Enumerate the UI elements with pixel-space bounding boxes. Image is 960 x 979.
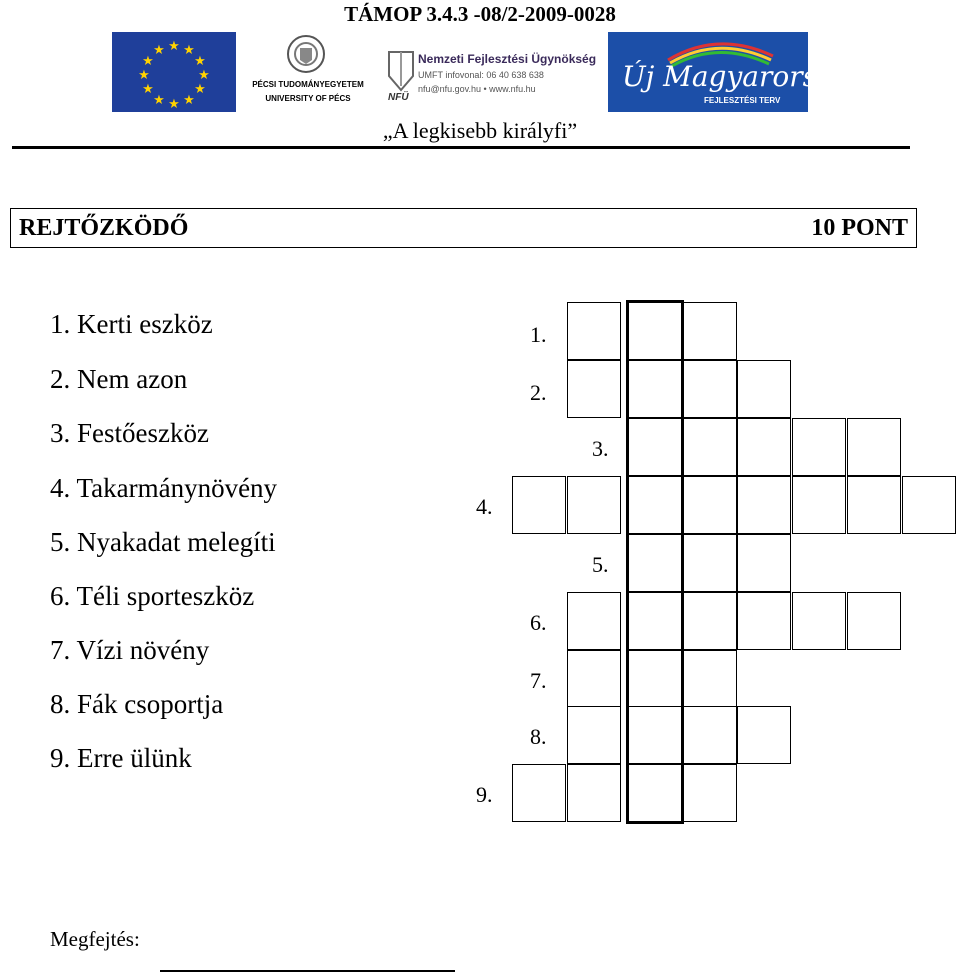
nfu-mark: NFÜ <box>388 92 409 103</box>
eu-flag-logo <box>112 32 236 112</box>
grid-cell[interactable] <box>847 476 901 534</box>
grid-cell[interactable] <box>683 360 737 418</box>
row-number-8: 8. <box>530 724 547 749</box>
grid-cell[interactable] <box>683 418 737 476</box>
project-code: TÁMOP 3.4.3 -08/2-2009-0028 <box>344 2 616 26</box>
grid-cell[interactable] <box>567 650 621 708</box>
grid-cell[interactable] <box>737 592 791 650</box>
clue-1: 1. Kerti eszköz <box>50 309 213 339</box>
grid-cell[interactable] <box>567 360 621 418</box>
grid-cell[interactable] <box>792 476 846 534</box>
grid-cell[interactable] <box>628 706 682 764</box>
grid-cell[interactable] <box>847 418 901 476</box>
grid-cell[interactable] <box>683 764 737 822</box>
grid-cell[interactable] <box>628 650 682 708</box>
clue-8: 8. Fák csoportja <box>50 689 224 719</box>
svg-text:★: ★ <box>138 68 150 83</box>
pte-name: PÉCSI TUDOMÁNYEGYETEM <box>252 80 364 89</box>
grid-cell[interactable] <box>683 650 737 708</box>
grid-cell[interactable] <box>683 706 737 764</box>
svg-text:★: ★ <box>153 43 165 58</box>
uj-magyarorszag-logo <box>608 32 867 112</box>
grid-cell[interactable] <box>628 592 682 650</box>
svg-text:★: ★ <box>153 93 165 108</box>
svg-text:★: ★ <box>168 39 180 54</box>
grid-cell[interactable] <box>737 706 791 764</box>
nfu-agency-logo <box>384 32 597 112</box>
row-number-7: 7. <box>530 668 547 693</box>
grid-cell[interactable] <box>737 418 791 476</box>
task-title: REJTŐZKÖDŐ <box>19 215 189 241</box>
header-divider <box>12 146 910 149</box>
grid-cell[interactable] <box>683 302 737 360</box>
eu-stars-icon <box>112 32 236 112</box>
clue-3: 3. Festőeszköz <box>50 418 209 448</box>
grid-cell[interactable] <box>792 418 846 476</box>
svg-text:★: ★ <box>183 93 195 108</box>
grid-cell[interactable] <box>902 476 956 534</box>
pte-university-logo <box>248 32 368 112</box>
um-subtitle: FEJLESZTÉSI TERV <box>704 96 781 105</box>
svg-text:★: ★ <box>194 54 206 69</box>
answer-line[interactable] <box>160 970 455 972</box>
task-points: 10 PONT <box>811 215 908 241</box>
grid-cell[interactable] <box>683 592 737 650</box>
grid-cell[interactable] <box>683 476 737 534</box>
grid-cell[interactable] <box>567 706 621 764</box>
clue-5: 5. Nyakadat melegíti <box>50 527 276 557</box>
grid-cell[interactable] <box>567 476 621 534</box>
grid-cell[interactable] <box>567 302 621 360</box>
svg-text:★: ★ <box>194 82 206 97</box>
grid-cell[interactable] <box>567 764 621 822</box>
grid-cell[interactable] <box>628 302 682 360</box>
title-box <box>10 208 917 248</box>
grid-cell[interactable] <box>628 764 682 822</box>
pte-name-english: UNIVERSITY OF PÉCS <box>265 94 351 103</box>
svg-text:★: ★ <box>142 82 154 97</box>
grid-cell[interactable] <box>512 476 566 534</box>
nfu-phone: UMFT infovonal: 06 40 638 638 <box>418 70 544 80</box>
grid-cell[interactable] <box>792 592 846 650</box>
answer-label: Megfejtés: <box>50 927 140 951</box>
clue-4: 4. Takarmánynövény <box>50 473 278 503</box>
grid-cell[interactable] <box>628 534 682 592</box>
clue-7: 7. Vízi növény <box>50 635 210 665</box>
row-number-5: 5. <box>592 552 609 577</box>
clue-2: 2. Nem azon <box>50 364 188 394</box>
grid-cell[interactable] <box>737 360 791 418</box>
grid-cell[interactable] <box>683 534 737 592</box>
nfu-title: Nemzeti Fejlesztési Ügynökség <box>418 52 597 66</box>
svg-text:★: ★ <box>183 43 195 58</box>
grid-cell[interactable] <box>628 418 682 476</box>
program-subtitle: „A legkisebb királyfi” <box>382 118 578 143</box>
svg-text:★: ★ <box>142 54 154 69</box>
svg-text:★: ★ <box>168 97 180 112</box>
grid-cell[interactable] <box>628 476 682 534</box>
row-number-3: 3. <box>592 436 609 461</box>
row-number-9: 9. <box>476 782 493 807</box>
row-number-1: 1. <box>530 322 547 347</box>
um-title: Új Magyarország <box>622 60 867 93</box>
grid-cell[interactable] <box>512 764 566 822</box>
clue-6: 6. Téli sporteszköz <box>50 581 255 611</box>
svg-text:★: ★ <box>198 68 210 83</box>
grid-cell[interactable] <box>628 360 682 418</box>
grid-cell[interactable] <box>737 534 791 592</box>
row-number-6: 6. <box>530 610 547 635</box>
grid-cell[interactable] <box>567 592 621 650</box>
grid-cell[interactable] <box>847 592 901 650</box>
row-number-2: 2. <box>530 380 547 405</box>
row-number-4: 4. <box>476 494 493 519</box>
clue-9: 9. Erre ülünk <box>50 743 192 773</box>
grid-cell[interactable] <box>737 476 791 534</box>
nfu-crest-icon <box>386 46 416 96</box>
nfu-contact: nfu@nfu.gov.hu • www.nfu.hu <box>418 84 536 94</box>
